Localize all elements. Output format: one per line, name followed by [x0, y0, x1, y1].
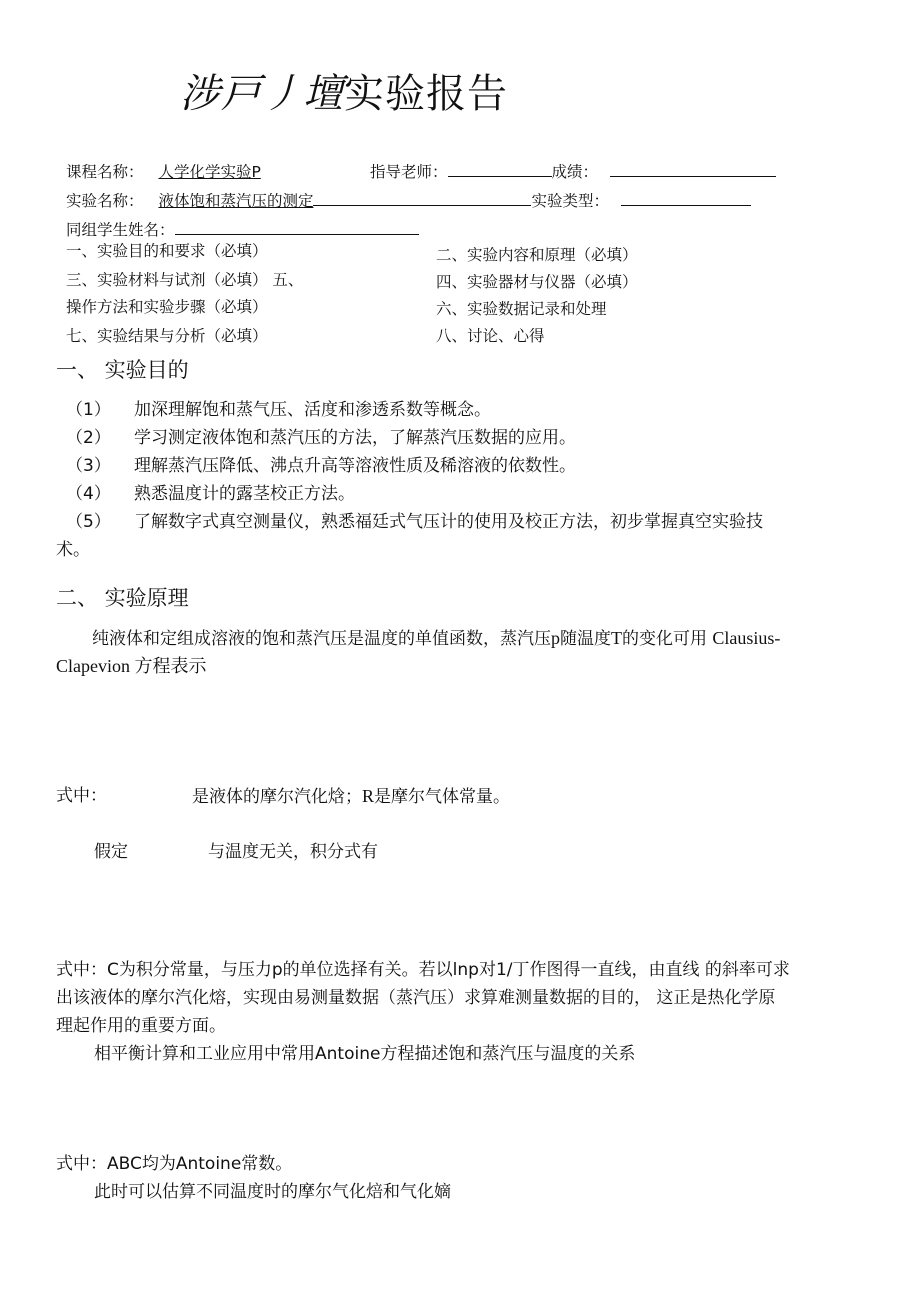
objective-item — [66, 396, 763, 424]
objective-text: 熟悉温度计的露茎校正方法。 — [134, 484, 355, 504]
where2-line-1: 式中：C为积分常量，与压力p的单位选择有关。若以lnp对1/丁作图得一直线，由直线 的斜率可求 — [56, 960, 790, 980]
section-item: 四、实验器材与仪器（必填） — [436, 273, 638, 291]
where1-text-c: 是摩尔气体常量。 — [374, 787, 511, 807]
teacher-blank — [448, 162, 552, 177]
experiment-blank — [313, 191, 531, 206]
objective-continuation: 术。 — [56, 540, 90, 560]
objective-text: 了解数字式真空测量仪，熟悉福廷式气压计的使用及校正方法，初步掌握真空实验技 — [134, 512, 763, 532]
symbol-R: R — [362, 786, 375, 806]
principle-line-2: Clapevion 方程表示 — [56, 656, 207, 676]
section-list-right — [436, 242, 638, 350]
section-list-left — [66, 238, 303, 350]
section-item: 三、实验材料与试剂（必填） 五、 — [66, 271, 304, 289]
title-italic-part: 涉戸丿壇 — [180, 71, 344, 117]
type-label: 实验类型： — [531, 192, 609, 210]
group-label: 同组学生姓名： — [66, 221, 175, 239]
principle-line-1 — [92, 624, 780, 653]
objectives-list — [66, 396, 763, 536]
objective-num: （1） — [66, 400, 111, 420]
symbol-p: p — [551, 628, 560, 648]
section-item: 二、实验内容和原理（必填） — [436, 246, 638, 264]
grade-blank — [610, 162, 776, 177]
where1-text-a: 是液体的摩尔汽化焓； — [192, 787, 362, 807]
course-row — [66, 160, 261, 182]
principle-text: 的变化可用 — [622, 629, 713, 649]
experiment-row — [66, 189, 751, 211]
teacher-row — [370, 160, 776, 182]
type-blank — [621, 191, 751, 206]
objective-num: （4） — [66, 484, 111, 504]
group-blank — [175, 220, 419, 235]
objective-text: 加深理解饱和蒸气压、活度和渗透系数等概念。 — [134, 400, 491, 420]
section-item: 操作方法和实验步骤（必填） — [66, 298, 268, 316]
experiment-label: 实验名称： — [66, 192, 144, 210]
principle-text: 随温度 — [560, 629, 611, 649]
objective-num: （2） — [66, 428, 111, 448]
course-label: 课程名称： — [66, 163, 144, 181]
teacher-label: 指导老师： — [370, 163, 448, 181]
course-value: 人学化学实验P — [158, 163, 261, 181]
assume-label: 假定 — [94, 842, 128, 862]
heading-objectives: 一、 实验目的 — [56, 358, 189, 382]
heading-principle: 二、 实验原理 — [56, 586, 189, 610]
objective-num: （3） — [66, 456, 111, 476]
section-item: 六、实验数据记录和处理 — [436, 300, 607, 318]
where2-line-3: 理起作用的重要方面。 — [56, 1016, 226, 1036]
where1-text — [192, 782, 510, 811]
symbol-T: T — [611, 628, 622, 648]
last-line: 此时可以估算不同温度时的摩尔气化焙和气化嫡 — [94, 1182, 451, 1202]
where2-line-2: 出该液体的摩尔汽化熔，实现由易测量数据（蒸汽压）求算难测量数据的目的， 这正是热化学原 — [56, 988, 776, 1008]
where3-line: 式中：ABC均为Antoine常数。 — [56, 1154, 293, 1174]
clausius-text: Clausius- — [712, 628, 781, 648]
group-row — [66, 218, 419, 240]
assume-text: 与温度无关，积分式有 — [208, 842, 378, 862]
title-plain-part: 实验报告 — [344, 71, 508, 117]
principle-text: 纯液体和定组成溶液的饱和蒸汽压是温度的单值函数，蒸汽压 — [92, 629, 551, 649]
grade-label: 成绩： — [551, 163, 599, 181]
section-item: 七、实验结果与分析（必填） — [66, 327, 268, 345]
report-title — [180, 62, 508, 119]
objective-item — [66, 480, 763, 508]
experiment-value: 液体饱和蒸汽压的测定 — [158, 192, 314, 210]
objective-num: （5） — [66, 512, 111, 532]
objective-item — [66, 424, 763, 452]
objective-text: 理解蒸汽压降低、沸点升高等溶液性质及稀溶液的依数性。 — [134, 456, 576, 476]
antoine-line: 相平衡计算和工业应用中常用Antoine方程描述饱和蒸汽压与温度的关系 — [94, 1044, 636, 1064]
objective-item — [66, 452, 763, 480]
where1-label: 式中： — [56, 786, 107, 806]
section-item: 八、讨论、心得 — [436, 327, 545, 345]
objective-item — [66, 508, 763, 536]
objective-text: 学习测定液体饱和蒸汽压的方法，了解蒸汽压数据的应用。 — [134, 428, 576, 448]
section-item: 一、实验目的和要求（必填） — [66, 242, 268, 260]
